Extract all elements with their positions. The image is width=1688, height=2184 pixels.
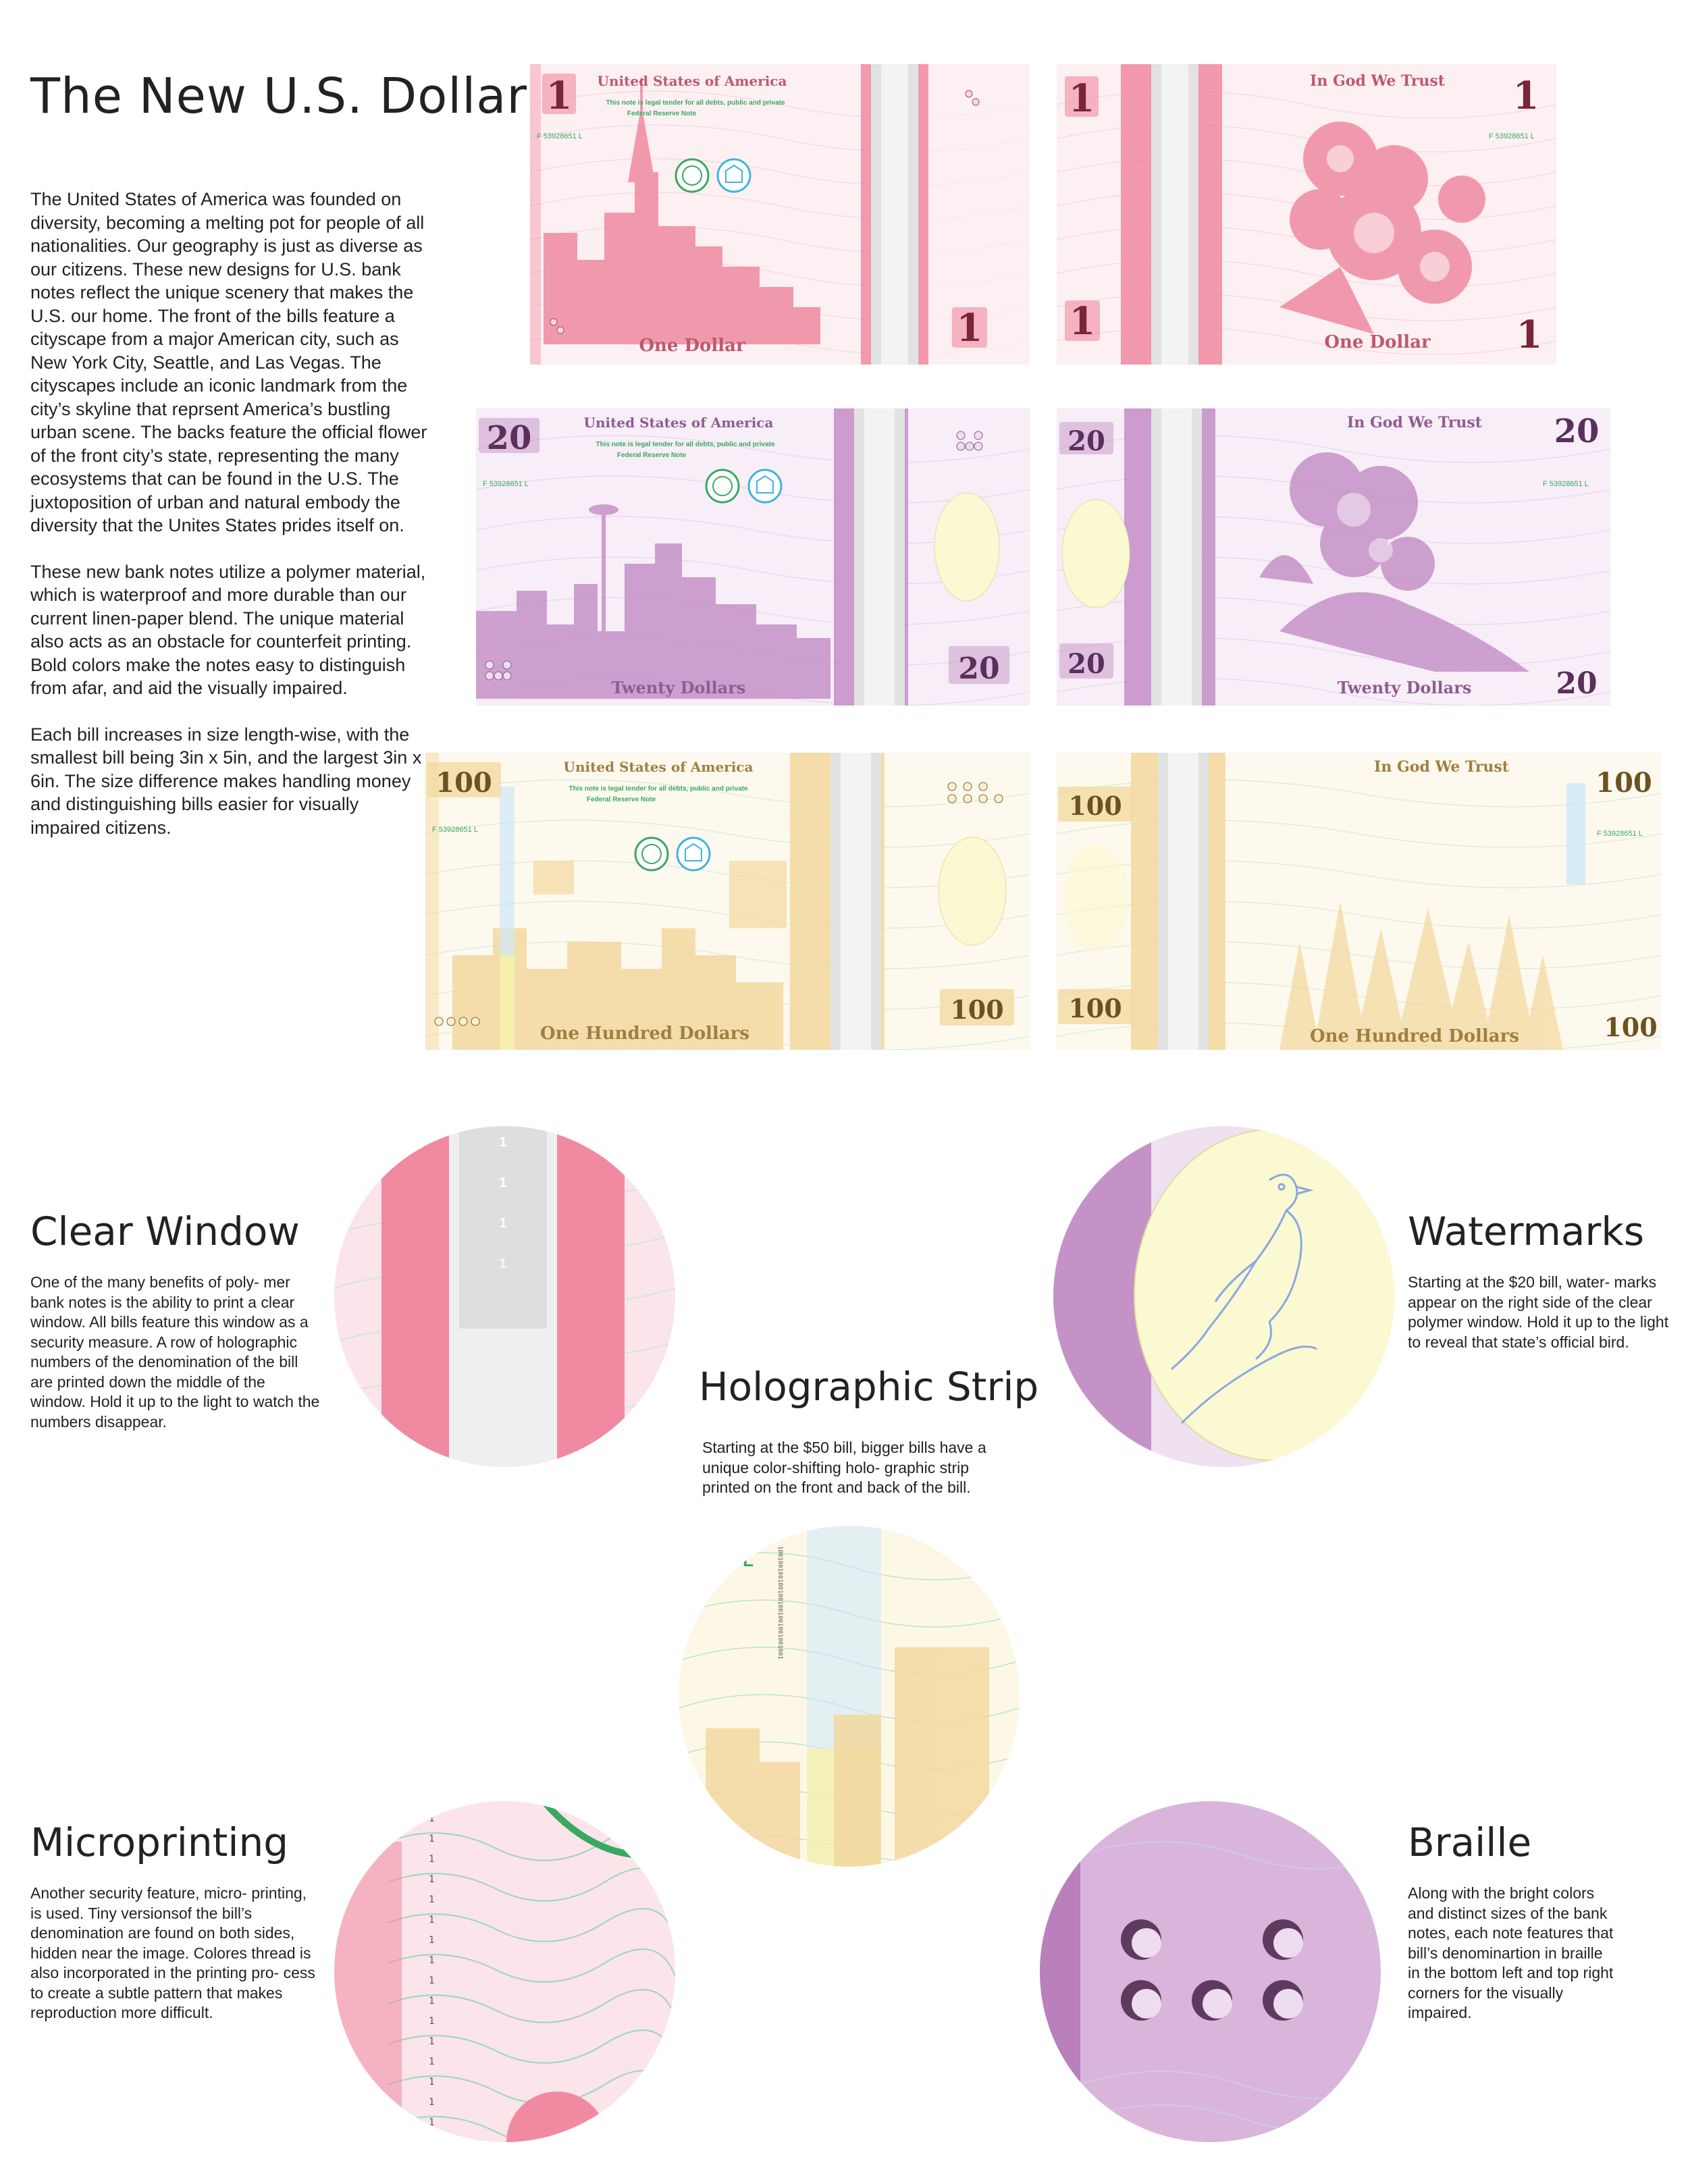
watermarks-text: Starting at the $20 bill, water- marks appear on the right side of the clear polymer window. Hold it up to the light to reveal that state’s official bird.	[1408, 1273, 1669, 1351]
legal-tender-text: This note is legal tender for all debts, public and private	[569, 785, 748, 793]
intro-paragraph-2: These new bank notes utilize a polymer material, which is waterproof and more durable than our current linen-paper blend. The unique material also acts as an obstacle for counterfeit printing. Bold colors make the notes easy to distinguish from afar, and aid the visually impaired.	[30, 561, 426, 698]
denom-top-right: 20	[1554, 412, 1600, 450]
trust-heading: In God We Trust	[1347, 414, 1482, 431]
frn-text: Federal Reserve Note	[616, 452, 687, 459]
micro-number: 1	[429, 1834, 435, 1844]
usa-heading: United States of America	[563, 759, 754, 775]
one-dollar-back	[1057, 64, 1556, 365]
page-title: The New U.S. Dollar	[30, 68, 528, 124]
serial-fragment: 3651 L	[699, 1550, 754, 1570]
denom-bottom-right: 20	[1556, 666, 1598, 701]
denom-top-left: 1	[1068, 76, 1095, 121]
braille-text: Along with the bright colors and distinct sizes of the bank notes, each note features that bill’s denominartion in braille in the bottom left and top right corners for the visually impaired.	[1408, 1884, 1614, 2021]
holographic-text: Starting at the $50 bill, bigger bills have a unique color-shifting holo- graphic strip printed on the front and back of the bill.	[702, 1439, 986, 1496]
serial-number: F 53928651 L	[432, 826, 478, 834]
micro-number: 1	[429, 2036, 435, 2047]
denom-top-left: 1	[546, 74, 573, 118]
micro-number: 1	[429, 1854, 435, 1865]
micro-number: 1	[429, 2056, 435, 2067]
denom-bottom-right: 100	[950, 994, 1004, 1025]
serial-number: F 53928651 L	[1597, 830, 1643, 838]
denom-top-left: 100	[1068, 791, 1122, 821]
micro-number: 1	[429, 2077, 435, 2087]
holographic-circle	[679, 1526, 1020, 1867]
denom-top-right: 100	[1595, 767, 1652, 799]
denom-bottom-left: 100	[1068, 993, 1122, 1023]
micro-text: 1001001001001001001001001001001	[776, 1546, 783, 1659]
microprinting-heading: Microprinting	[30, 1819, 289, 1865]
denom-words: One Hundred Dollars	[1310, 1026, 1519, 1046]
intro-paragraph-1: The United States of America was founded on diversity, becoming a melting pot for people of all nationalities. Our geography is just as diverse as our citizens. These new designs for U.S. bank notes reflect the unique scenery that makes the U.S. our home. The front of the bills feature a cityscape from a major American city, such as New York City, Seattle, and Las Vegas. The cityscapes include an iconic landmark from the city’s skyline that reprsent America’s bustling urban scene. The backs feature the official flower of the front city’s state, representing the many ecosystems that can be found in the U.S. The juxtoposition of urban and natural embody the diversity that the Unites States prides itself on.	[30, 189, 427, 535]
holographic-heading: Holographic Strip	[699, 1364, 1039, 1410]
serial-number: F 53928651 L	[483, 480, 529, 488]
frn-text: Federal Reserve Note	[586, 796, 656, 803]
usa-heading: United States of America	[597, 73, 787, 89]
micro-number: 1	[429, 1975, 435, 1986]
hundred-dollar-back	[1057, 753, 1661, 1050]
intro-paragraph-3: Each bill increases in size length-wise, with the smallest bill being 3in x 5in, and the largest 3in x 6in. The size difference makes handling money and distinguishing bills easier for visually impaired citizens.	[30, 724, 422, 838]
denom-top-right: 1	[1512, 74, 1539, 118]
frn-text: Federal Reserve Note	[627, 110, 697, 117]
micro-number: 1	[429, 1813, 435, 1824]
denom-bottom-right: 1	[956, 306, 983, 350]
denom-bottom-left: 1	[1069, 299, 1096, 344]
hundred-dollar-front	[425, 753, 1030, 1050]
denom-words: Twenty Dollars	[611, 678, 746, 697]
holo-number: 1	[499, 1216, 507, 1231]
denom-words: One Dollar	[1324, 332, 1431, 352]
denom-bottom-left: 20	[1067, 648, 1105, 680]
micro-number: 1	[429, 1874, 435, 1885]
holo-number: 1	[499, 1256, 507, 1271]
micro-number: 1	[429, 1915, 435, 1925]
denom-bottom-right: 20	[958, 651, 1000, 686]
micro-number: 1	[429, 1894, 435, 1905]
legal-tender-text: This note is legal tender for all debts, public and private	[596, 441, 775, 448]
clear-window-text: One of the many benefits of poly- mer bank notes is the ability to print a clear window. All bills feature this window as a security measure. A row of holographic numbers of the denomination of the bill are printed down the middle of the window. Hold it up to the light to watch the numbers disappear.	[30, 1273, 320, 1431]
serial-number: F 53928651 L	[537, 132, 583, 140]
braille-circle	[1040, 1801, 1381, 2142]
watermarks-circle	[1053, 1126, 1394, 1467]
denom-top-left: 100	[436, 767, 492, 799]
holo-number: 1	[499, 1135, 507, 1150]
micro-number: 1	[429, 1955, 435, 1966]
serial-number: F 53928651 L	[1489, 132, 1535, 140]
one-dollar-front	[530, 64, 1030, 365]
intro-text	[30, 188, 429, 862]
micro-number: 1	[429, 2016, 435, 2027]
denom-bottom-right: 100	[1604, 1012, 1658, 1042]
serial-number: F 53928651 L	[1543, 480, 1589, 488]
clear-window-heading: Clear Window	[30, 1208, 300, 1254]
denom-top-left: 20	[486, 419, 532, 457]
braille-heading: Braille	[1408, 1819, 1532, 1865]
denom-top-left: 20	[1067, 425, 1105, 457]
denom-words: One Dollar	[639, 336, 745, 356]
micro-number: 1	[429, 2117, 435, 2128]
clear-window-circle	[334, 1126, 675, 1467]
micro-number: 1	[429, 1935, 435, 1946]
holo-number: 1	[499, 1175, 507, 1190]
micro-number: 1	[429, 2097, 435, 2108]
twenty-dollar-back	[1057, 408, 1610, 705]
trust-heading: In God We Trust	[1310, 72, 1445, 90]
watermarks-heading: Watermarks	[1408, 1208, 1645, 1254]
usa-heading: United States of America	[583, 415, 774, 431]
micro-number: 1	[429, 1996, 435, 2006]
microprinting-text: Another security feature, micro- printing, is used. Tiny versionsof the bill’s denomination are found on both sides, hidden near the image. Colores thread is also incorporated in the printing pro- cess to create a subtle pattern that makes reproduction more difficult.	[30, 1884, 315, 2021]
denom-words: One Hundred Dollars	[540, 1023, 749, 1044]
microprinting-circle	[334, 1801, 675, 2142]
denom-words: Twenty Dollars	[1337, 678, 1472, 697]
twenty-dollar-front	[476, 408, 1030, 705]
trust-heading: In God We Trust	[1374, 758, 1509, 776]
legal-tender-text: This note is legal tender for all debts, public and private	[606, 99, 785, 107]
denom-bottom-right: 1	[1516, 313, 1543, 357]
